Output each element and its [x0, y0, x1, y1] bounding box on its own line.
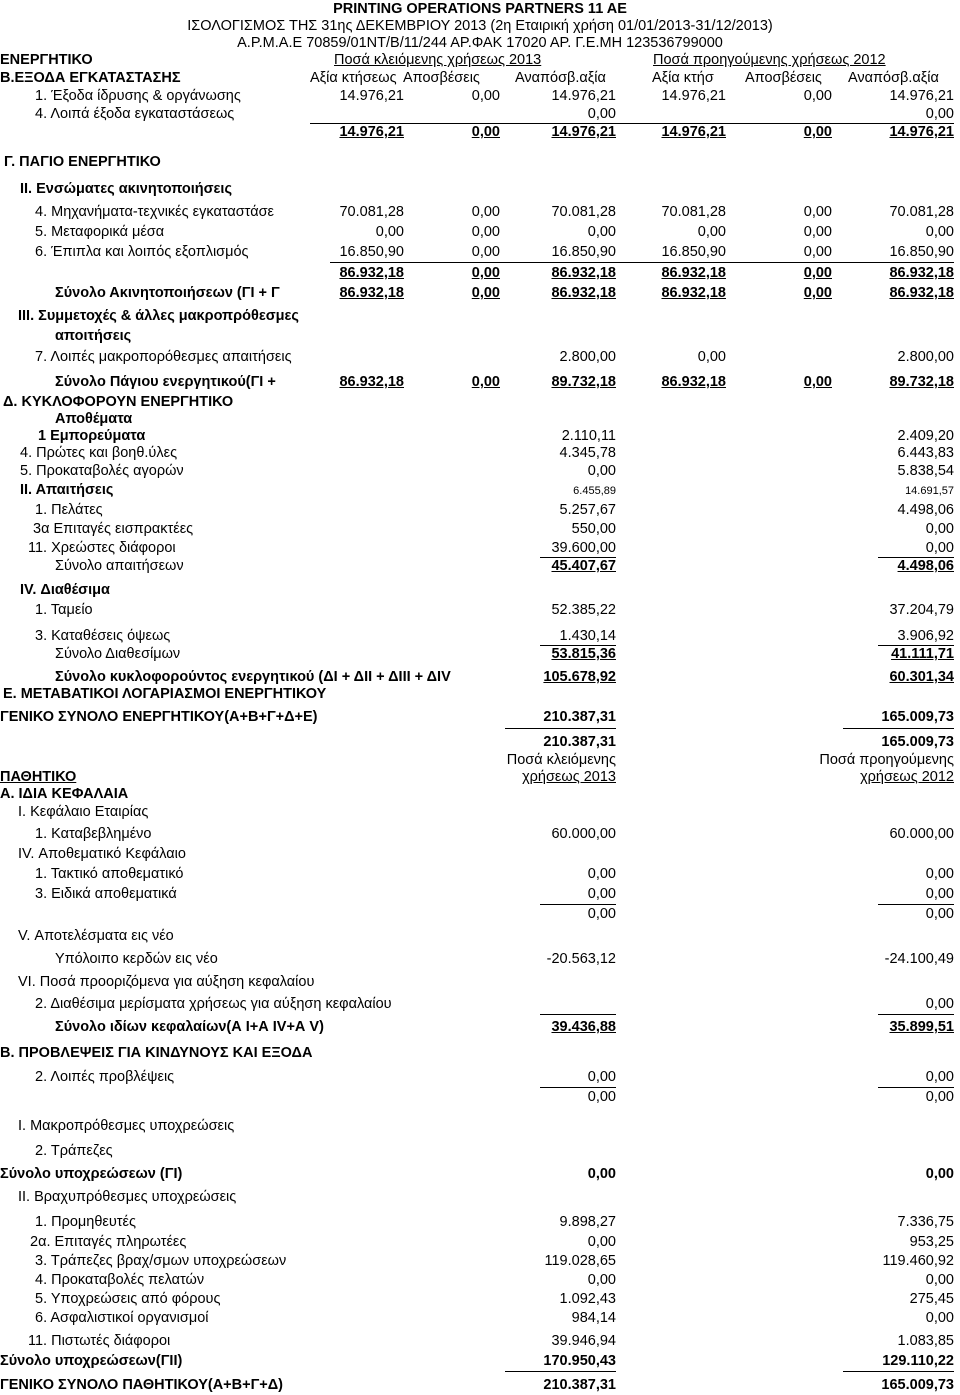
row-label: 2α. Επιταγές πληρωτέες: [30, 1234, 187, 1250]
value-cell: 0,00: [803, 265, 832, 281]
value-cell: 0,00: [925, 1272, 954, 1288]
row-label: 3. Καταθέσεις όψεως: [35, 628, 171, 644]
col-net-2012: Αναπόσβ.αξία: [848, 70, 939, 86]
assets-grand-total-label: ΓΕΝΙΚΟ ΣΥΝΟΛΟ ΕΝΕΡΓΗΤΙΚΟΥ(Α+Β+Γ+Δ+Ε): [0, 709, 318, 725]
value-cell: 0,00: [925, 1310, 954, 1326]
value-cell: 39.946,94: [551, 1333, 616, 1349]
value-cell: 1.430,14: [559, 628, 616, 644]
receivables-total-label: Σύνολο απαιτήσεων: [55, 558, 184, 574]
row-label: 3α Επιταγές εισπρακτέες: [33, 521, 194, 537]
row-label: 11. Χρεώστες διάφοροι: [28, 540, 176, 556]
value-cell: 52.385,22: [551, 602, 616, 618]
inventory-heading: Αποθέματα: [55, 411, 133, 427]
value-cell: 984,14: [571, 1310, 616, 1326]
value-cell: 0,00: [587, 1166, 616, 1182]
value-cell: 70.081,28: [551, 204, 616, 220]
value-cell: 0,00: [587, 886, 616, 902]
value-cell: 35.899,51: [889, 1019, 954, 1035]
row-label: 3. Ειδικά αποθεματικά: [35, 886, 177, 902]
row-label: 1. Πελάτες: [35, 502, 103, 518]
tangible-assets-heading: ΙΙ. Ενσώματες ακινητοποιήσεις: [20, 181, 233, 197]
value-cell: 70.081,28: [889, 204, 954, 220]
value-cell: 70.081,28: [661, 204, 726, 220]
value-cell: 86.932,18: [339, 285, 404, 301]
long-term-total-label: Σύνολο υποχρεώσεων (ΓΙ): [0, 1166, 183, 1182]
col-cost-2013: Αξία κτήσεως: [310, 70, 397, 86]
reserves-heading: ΙV. Αποθεματικό Κεφάλαιο: [18, 846, 186, 862]
value-cell: 275,45: [909, 1291, 954, 1307]
value-cell: 0,00: [587, 224, 616, 240]
value-cell: 0,00: [803, 204, 832, 220]
value-cell: 0,00: [471, 204, 500, 220]
liab-col-2012-b: χρήσεως 2012: [860, 769, 954, 785]
row-label: 4. Λοιπά έξοδα εγκαταστάσεως: [35, 106, 235, 122]
value-cell: 0,00: [587, 1089, 616, 1105]
value-cell: 60.000,00: [889, 826, 954, 842]
value-cell: 165.009,73: [881, 734, 954, 750]
row-label: 6. Έπιπλα και λοιπός εξοπλισμός: [35, 244, 249, 260]
transitory-accounts-heading: Ε. ΜΕΤΑΒΑΤΙΚΟΙ ΛΟΓΑΡΙΑΣΜΟΙ ΕΝΕΡΓΗΤΙΚΟΥ: [3, 686, 327, 702]
value-cell: 0,00: [471, 244, 500, 260]
value-cell: 1.092,43: [559, 1291, 616, 1307]
value-cell: 86.932,18: [551, 285, 616, 301]
row-label: Υπόλοιπο κερδών εις νέο: [55, 951, 218, 967]
value-cell: 86.932,18: [661, 285, 726, 301]
value-cell: 0,00: [925, 866, 954, 882]
value-cell: 2.409,20: [897, 428, 954, 444]
value-cell: 165.009,73: [881, 709, 954, 725]
value-cell: 86.932,18: [551, 265, 616, 281]
value-cell: 0,00: [803, 374, 832, 390]
cash-heading: ΙV. Διαθέσιμα: [20, 582, 110, 598]
row-label: 5. Προκαταβολές αγορών: [20, 463, 184, 479]
section-g-heading: Γ. ΠΑΓΙΟ ΕΝΕΡΓΗΤΙΚΟ: [4, 154, 161, 170]
col-dep-2013: Αποσβέσεις: [403, 70, 480, 86]
value-cell: 14.976,21: [889, 88, 954, 104]
rule: [878, 1087, 954, 1088]
rule: [505, 1371, 616, 1372]
value-cell: 0,00: [375, 224, 404, 240]
row-label: 6. Ασφαλιστικοί οργανισμοί: [35, 1310, 209, 1326]
value-cell: 60.301,34: [889, 669, 954, 685]
cash-total-label: Σύνολο Διαθεσίμων: [55, 646, 181, 662]
value-cell: 2.800,00: [559, 349, 616, 365]
liab-col-2013-b: χρήσεως 2013: [522, 769, 616, 785]
section-b-heading: Β.ΕΞΟΔΑ ΕΓΚΑΤΑΣΤΑΣΗΣ: [0, 70, 181, 86]
value-cell: 0,00: [925, 1069, 954, 1085]
short-term-liabilities-heading: ΙΙ. Βραχυπρόθεσμες υποχρεώσεις: [18, 1189, 237, 1205]
value-cell: 70.081,28: [339, 204, 404, 220]
row-label: 11. Πιστωτές διάφοροι: [28, 1333, 171, 1349]
row-label: 1. Τακτικό αποθεματικό: [35, 866, 184, 882]
col-net-2013: Αναπόσβ.αξία: [515, 70, 606, 86]
row-label: 1. Έξοδα ίδρυσης & οργάνωσης: [35, 88, 241, 104]
value-cell: 0,00: [925, 106, 954, 122]
value-cell: 14.691,57: [905, 485, 954, 497]
row-label: 5. Υποχρεώσεις από φόρους: [35, 1291, 221, 1307]
value-cell: 119.460,92: [882, 1253, 954, 1269]
value-cell: 0,00: [471, 88, 500, 104]
row-label: 1. Καταβεβλημένο: [35, 826, 152, 842]
rule: [540, 904, 616, 905]
period-2012-heading: Ποσά προηγούμενης χρήσεως 2012: [653, 52, 886, 68]
value-cell: 2.800,00: [897, 349, 954, 365]
value-cell: 0,00: [925, 540, 954, 556]
value-cell: 0,00: [587, 866, 616, 882]
value-cell: 4.345,78: [559, 445, 616, 461]
value-cell: 86.932,18: [889, 285, 954, 301]
value-cell: 4.498,06: [897, 502, 954, 518]
value-cell: 41.111,71: [891, 646, 954, 662]
equity-total-label: Σύνολο ιδίων κεφαλαίων(Α Ι+Α ΙV+Α V): [55, 1019, 324, 1035]
row-label: 7. Λοιπές μακροπορόθεσμες απαιτήσεις: [35, 349, 292, 365]
value-cell: 210.387,31: [543, 709, 616, 725]
value-cell: 0,00: [925, 1089, 954, 1105]
value-cell: 4.498,06: [897, 558, 954, 574]
row-label: 2. Διαθέσιμα μερίσματα χρήσεως για αύξηση κεφαλαίου: [35, 996, 392, 1012]
value-cell: 86.932,18: [339, 265, 404, 281]
value-cell: 16.850,90: [889, 244, 954, 260]
row-label: 4. Μηχανήματα-τεχνικές εγκαταστάσε: [35, 204, 275, 220]
liabilities-grand-total-label: ΓΕΝΙΚΟ ΣΥΝΟΛΟ ΠΑΘΗΤΙΚΟΥ(Α+Β+Γ+Δ): [0, 1377, 284, 1393]
rule: [878, 1014, 954, 1015]
value-cell: 45.407,67: [551, 558, 616, 574]
value-cell: 16.850,90: [661, 244, 726, 260]
value-cell: 89.732,18: [551, 374, 616, 390]
rule: [540, 1014, 616, 1015]
value-cell: 0,00: [803, 124, 832, 140]
value-cell: 0,00: [471, 285, 500, 301]
value-cell: 0,00: [803, 285, 832, 301]
share-capital-heading: Ι. Κεφάλαιο Εταιρίας: [18, 804, 149, 820]
value-cell: -20.563,12: [546, 951, 616, 967]
value-cell: 14.976,21: [661, 88, 726, 104]
rule: [878, 904, 954, 905]
value-cell: 16.850,90: [551, 244, 616, 260]
value-cell: 7.336,75: [897, 1214, 954, 1230]
value-cell: 86.932,18: [889, 265, 954, 281]
value-cell: 0,00: [697, 224, 726, 240]
provisions-heading: Β. ΠΡΟΒΛΕΨΕΙΣ ΓΙΑ ΚΙΝΔΥΝΟΥΣ ΚΑΙ ΕΞΟΔΑ: [0, 1045, 313, 1061]
value-cell: 0,00: [471, 265, 500, 281]
value-cell: 6.455,89: [573, 485, 616, 497]
value-cell: 16.850,90: [339, 244, 404, 260]
row-label: 3. Τράπεζες βραχ/σμων υποχρεώσεων: [35, 1253, 287, 1269]
rule: [505, 728, 616, 729]
row-label: 1 Εμπορεύματα: [38, 428, 146, 444]
value-cell: 0,00: [471, 224, 500, 240]
rule: [843, 728, 954, 729]
rule: [330, 262, 954, 263]
value-cell: 210.387,31: [543, 734, 616, 750]
assets-heading: ΕΝΕΡΓΗΤΙΚΟ: [0, 52, 93, 68]
value-cell: 0,00: [925, 1166, 954, 1182]
value-cell: 0,00: [925, 886, 954, 902]
value-cell: 105.678,92: [543, 669, 616, 685]
registry-info: Α.Ρ.Μ.Α.Ε 70859/01ΝΤ/Β/11/244 ΑΡ.ΦΑΚ 17020 ΑΡ. Γ.Ε.ΜΗ 123536799000: [237, 35, 723, 51]
value-cell: 60.000,00: [551, 826, 616, 842]
total-fixed-assets-label: Σύνολο Πάγιου ενεργητικού(ΓΙ +: [55, 374, 276, 390]
value-cell: 39.436,88: [551, 1019, 616, 1035]
value-cell: 953,25: [909, 1234, 954, 1250]
value-cell: 129.110,22: [882, 1353, 954, 1369]
value-cell: 14.976,21: [889, 124, 954, 140]
value-cell: 0,00: [925, 521, 954, 537]
balance-sheet-title: ΙΣΟΛΟΓΙΣΜΟΣ ΤΗΣ 31ης ΔΕΚΕΜΒΡΙΟΥ 2013 (2η Εταιρική χρήση 01/01/2013-31/12/2013): [187, 18, 773, 34]
rule: [540, 1087, 616, 1088]
period-2013-heading: Ποσά κλειόμενης χρήσεως 2013: [334, 52, 542, 68]
participations-heading: ΙΙΙ. Συμμετοχές & άλλες μακροπρόθεσμες: [18, 308, 299, 324]
value-cell: -24.100,49: [884, 951, 954, 967]
value-cell: 0,00: [925, 224, 954, 240]
value-cell: 1.083,85: [897, 1333, 954, 1349]
value-cell: 5.257,67: [559, 502, 616, 518]
value-cell: 165.009,73: [881, 1377, 954, 1393]
value-cell: 0,00: [803, 88, 832, 104]
value-cell: 53.815,36: [551, 646, 616, 662]
row-label: 1. Ταμείο: [35, 602, 93, 618]
col-cost-2012: Αξία κτήσ: [652, 70, 714, 86]
col-dep-2012: Αποσβέσεις: [745, 70, 822, 86]
row-label: 4. Πρώτες και βοηθ.ύλες: [20, 445, 178, 461]
value-cell: 2.110,11: [561, 428, 616, 444]
value-cell: 0,00: [925, 906, 954, 922]
total-immovables-label: Σύνολο Ακινητοποιήσεων (ΓΙ + Γ: [55, 285, 280, 301]
value-cell: 0,00: [471, 124, 500, 140]
liab-col-2012-a: Ποσά προηγούμενης: [819, 752, 954, 768]
value-cell: 0,00: [587, 463, 616, 479]
row-label: 2. Τράπεζες: [35, 1143, 113, 1159]
value-cell: 37.204,79: [889, 602, 954, 618]
value-cell: 5.838,54: [897, 463, 954, 479]
value-cell: 9.898,27: [559, 1214, 616, 1230]
value-cell: 0,00: [587, 1272, 616, 1288]
long-term-liabilities-heading: Ι. Μακροπρόθεσμες υποχρεώσεις: [18, 1118, 235, 1134]
value-cell: 86.932,18: [661, 265, 726, 281]
value-cell: 89.732,18: [889, 374, 954, 390]
liabilities-heading: ΠΑΘΗΤΙΚΟ: [0, 769, 77, 785]
value-cell: 550,00: [571, 521, 616, 537]
value-cell: 0,00: [803, 224, 832, 240]
value-cell: 0,00: [471, 374, 500, 390]
value-cell: 170.950,43: [543, 1353, 616, 1369]
company-name: PRINTING OPERATIONS PARTNERS 11 AE: [333, 1, 627, 17]
value-cell: 0,00: [803, 244, 832, 260]
value-cell: 14.976,21: [339, 88, 404, 104]
short-term-total-label: Σύνολο υποχρεώσεων(ΓΙΙ): [0, 1353, 183, 1369]
value-cell: 6.443,83: [897, 445, 954, 461]
capital-increase-heading: VI. Ποσά προοριζόμενα για αύξηση κεφαλαίου: [18, 974, 315, 990]
rule: [843, 1371, 954, 1372]
value-cell: 0,00: [587, 1234, 616, 1250]
receivables-heading: ΙΙ. Απαιτήσεις: [20, 482, 114, 498]
value-cell: 14.976,21: [551, 124, 616, 140]
equity-heading: Α. ΙΔΙΑ ΚΕΦΑΛΑΙΑ: [0, 786, 129, 802]
value-cell: 0,00: [587, 106, 616, 122]
value-cell: 119.028,65: [544, 1253, 616, 1269]
current-assets-total-label: Σύνολο κυκλοφορούντος ενεργητικού (ΔΙ + ΔΙΙ + ΔΙΙΙ + ΔΙV: [55, 669, 451, 685]
value-cell: 14.976,21: [339, 124, 404, 140]
value-cell: 0,00: [697, 349, 726, 365]
value-cell: 14.976,21: [661, 124, 726, 140]
value-cell: 39.600,00: [551, 540, 616, 556]
retained-earnings-heading: V. Αποτελέσματα εις νέο: [18, 928, 174, 944]
participations-heading-cont: αποιτήσεις: [55, 328, 132, 344]
row-label: 2. Λοιπές προβλέψεις: [35, 1069, 175, 1085]
value-cell: 0,00: [587, 906, 616, 922]
value-cell: 0,00: [587, 1069, 616, 1085]
value-cell: 86.932,18: [661, 374, 726, 390]
value-cell: 210.387,31: [543, 1377, 616, 1393]
current-assets-heading: Δ. ΚΥΚΛΟΦΟΡΟΥΝ ΕΝΕΡΓΗΤΙΚΟ: [3, 394, 234, 410]
value-cell: 86.932,18: [339, 374, 404, 390]
row-label: 4. Προκαταβολές πελατών: [35, 1272, 205, 1288]
value-cell: 0,00: [925, 996, 954, 1012]
row-label: 1. Προμηθευτές: [35, 1214, 136, 1230]
row-label: 5. Μεταφορικά μέσα: [35, 224, 165, 240]
liab-col-2013-a: Ποσά κλειόμενης: [506, 752, 616, 768]
value-cell: 3.906,92: [897, 628, 954, 644]
value-cell: 14.976,21: [551, 88, 616, 104]
